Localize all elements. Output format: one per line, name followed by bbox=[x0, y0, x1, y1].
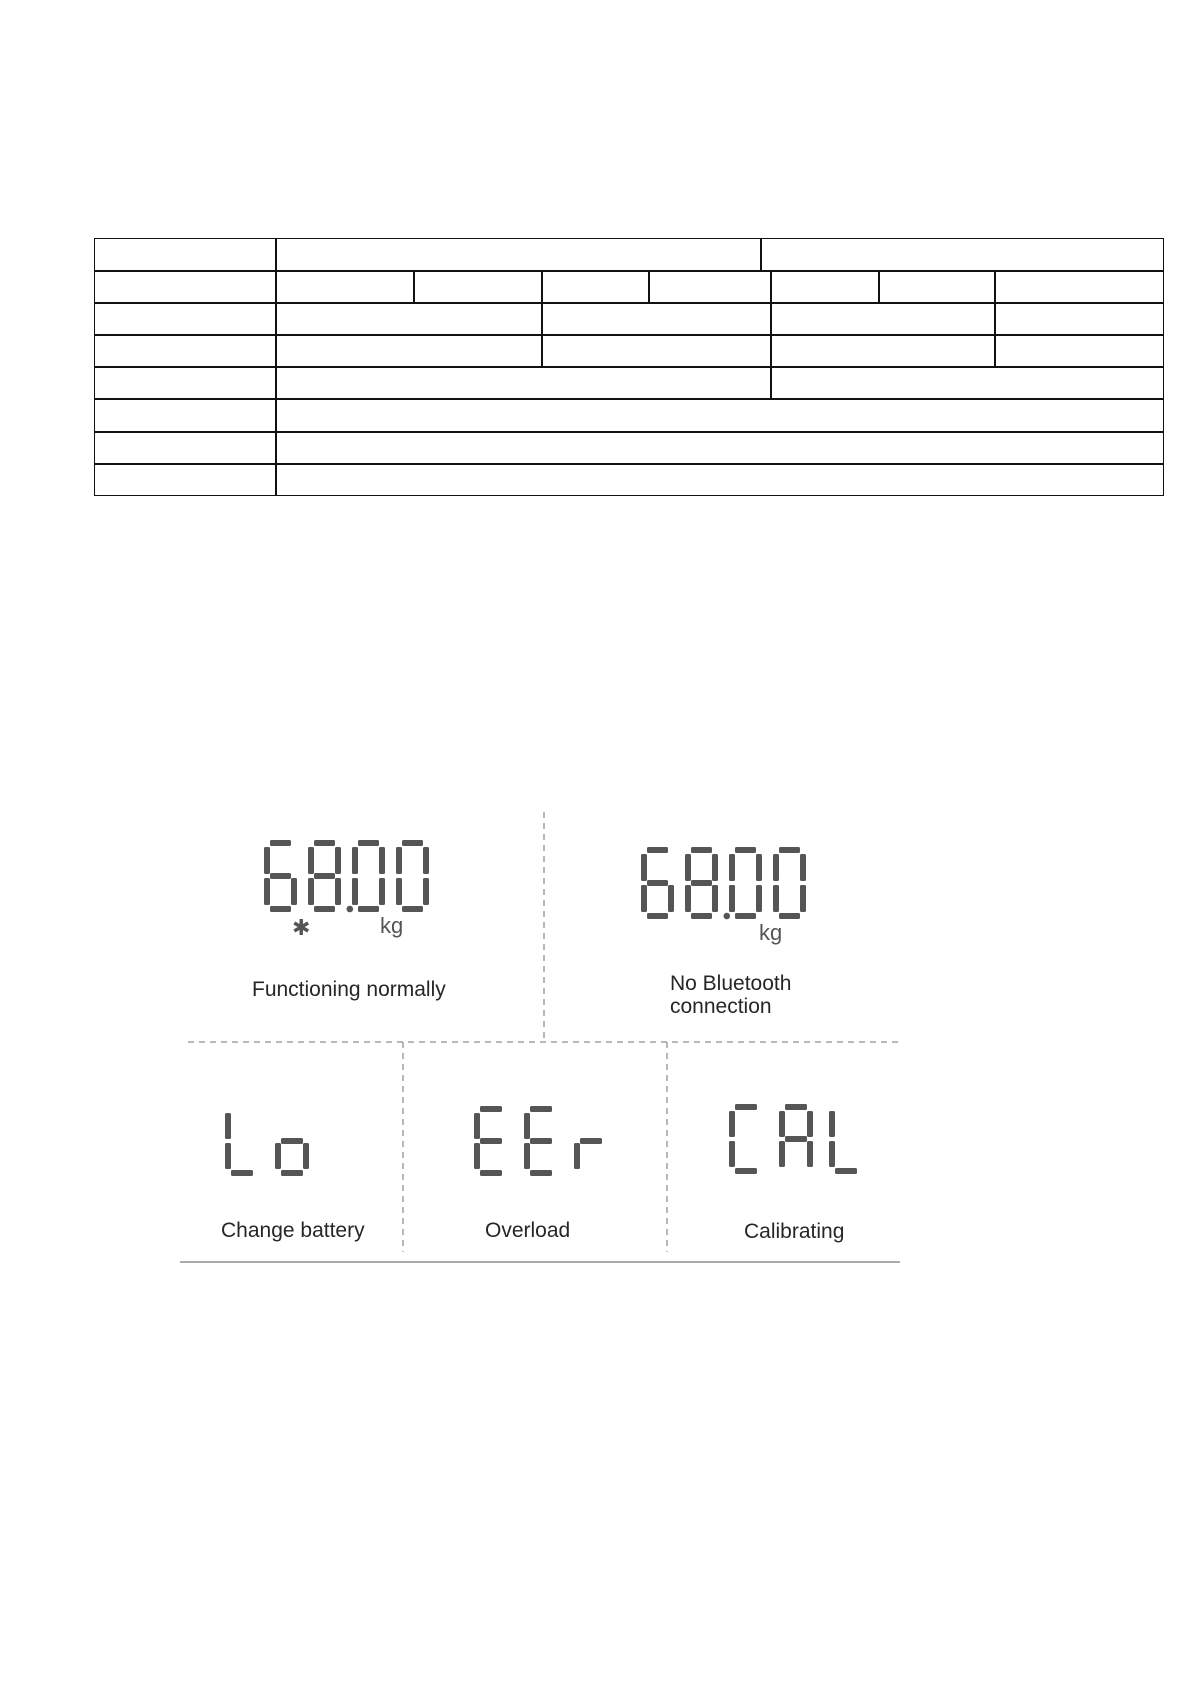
table-col-divider bbox=[770, 302, 772, 366]
table-col-divider bbox=[994, 270, 996, 302]
table-col-divider bbox=[760, 239, 762, 270]
table-col-divider bbox=[541, 270, 543, 302]
table-row-divider bbox=[95, 270, 1163, 272]
table-col-divider bbox=[770, 270, 772, 302]
lcd-digit-0 bbox=[396, 840, 429, 912]
caption-no-bluetooth: No Bluetooth bbox=[670, 972, 792, 995]
unit-label: kg bbox=[759, 920, 783, 945]
table-col-divider bbox=[878, 270, 880, 302]
table-row-divider bbox=[95, 366, 1163, 368]
table-col-divider bbox=[994, 302, 996, 366]
lcd-readout-battery bbox=[225, 1113, 309, 1176]
lcd-digit-6 bbox=[641, 847, 674, 919]
lcd-digit-0 bbox=[352, 840, 385, 912]
lcd-digit-0 bbox=[729, 847, 762, 919]
table-row-divider bbox=[95, 398, 1163, 400]
lcd-decimal-point bbox=[724, 913, 731, 920]
lcd-digit-r bbox=[574, 1138, 602, 1169]
display-states-figure bbox=[178, 810, 900, 1272]
table-col-divider bbox=[770, 366, 772, 398]
lcd-decimal-point bbox=[347, 906, 354, 913]
lcd-digit-8 bbox=[308, 840, 341, 912]
lcd-readout-overload bbox=[474, 1106, 602, 1176]
caption-calibrating: Calibrating bbox=[744, 1220, 845, 1243]
lcd-digit-o bbox=[275, 1138, 309, 1176]
table-col-divider bbox=[275, 239, 277, 495]
lcd-digit-8 bbox=[685, 847, 718, 919]
lcd-digit-E bbox=[474, 1106, 502, 1176]
table-col-divider bbox=[541, 302, 543, 366]
table-row-divider bbox=[95, 431, 1163, 433]
table-row-divider bbox=[95, 334, 1163, 336]
figure-graphics bbox=[178, 810, 900, 1272]
lcd-readout-normal bbox=[264, 840, 429, 912]
unit-label: kg bbox=[380, 913, 404, 938]
spec-table bbox=[94, 238, 1164, 496]
table-col-divider bbox=[648, 270, 650, 302]
caption-functioning-normally: Functioning normally bbox=[252, 978, 446, 1001]
caption-change-battery: Change battery bbox=[221, 1219, 365, 1242]
lcd-readout-calibrating bbox=[729, 1104, 857, 1174]
table-row-divider bbox=[95, 302, 1163, 304]
lcd-digit-0 bbox=[773, 847, 806, 919]
lcd-digit-A bbox=[779, 1104, 813, 1167]
caption-overload: Overload bbox=[485, 1219, 571, 1242]
table-col-divider bbox=[413, 270, 415, 302]
lcd-digit-L bbox=[225, 1113, 253, 1176]
caption-connection: connection bbox=[670, 995, 772, 1018]
lcd-digit-E bbox=[524, 1106, 552, 1176]
lcd-readout-no-bluetooth bbox=[641, 847, 806, 919]
lcd-digit-C bbox=[729, 1104, 757, 1174]
lcd-digit-L bbox=[829, 1111, 857, 1174]
lcd-digit-6 bbox=[264, 840, 297, 912]
bluetooth-icon: ✱ bbox=[292, 915, 311, 940]
table-row-divider bbox=[95, 463, 1163, 465]
